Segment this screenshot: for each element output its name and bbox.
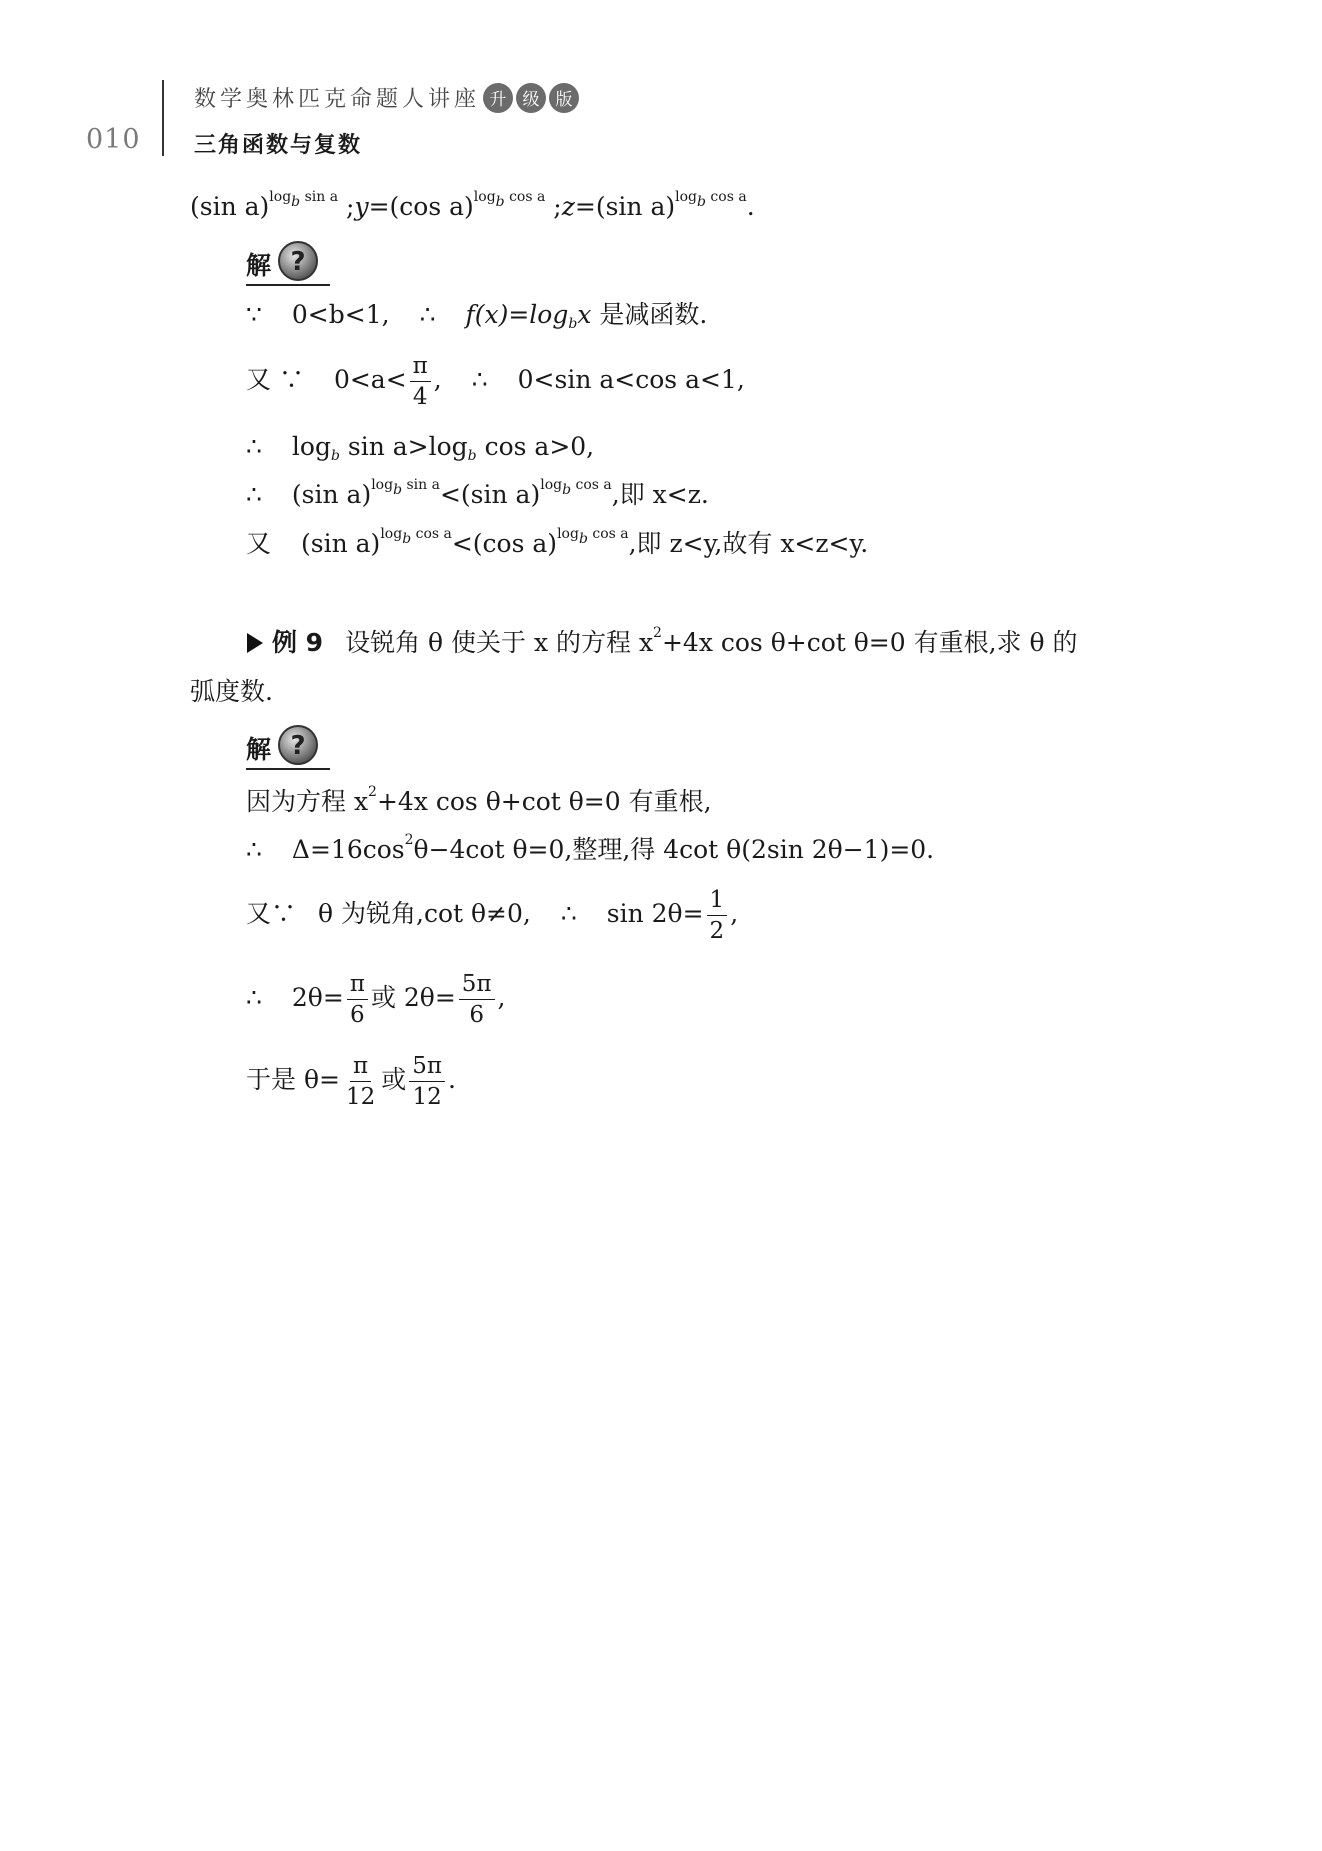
question-mark-circle-icon bbox=[277, 240, 319, 282]
series-title bbox=[194, 82, 579, 113]
svg-text:?: ? bbox=[290, 731, 306, 761]
sol1-line-4: ∴ (sin a)$^{log_b sin a}$<(sin a)$^{log_b cos a}$,即 x<z. bbox=[246, 477, 709, 509]
carryover-line: (sin a)$^{log_b sin a}$ ;y=(cos a)$^{log_b cos a}$ ;z=(sin a)$^{log_b cos a}$. bbox=[190, 189, 755, 221]
sol2-line-2: ∴ $\Delta=16\cos^2\theta-4\cot$ θ=0,整理,得 4cot θ(2sin 2θ−1)=0. bbox=[246, 832, 935, 864]
solution-heading-2 bbox=[246, 720, 330, 770]
svg-text:?: ? bbox=[290, 247, 306, 277]
sol2-line-3: 又∵ θ 为锐角,cot θ≠0, ∴ sin 2θ= $\frac{1}{2}$ , bbox=[246, 887, 739, 944]
fraction-5pi-over-6: $\frac{5\pi}{6}$ bbox=[459, 970, 495, 1029]
series-title-text: 数学奥林匹克命题人讲座 bbox=[194, 87, 481, 112]
triangle-right-icon bbox=[246, 632, 264, 654]
sol2-line-5: 于是 θ= $\frac{\pi}{12}$ 或 $\frac{5\pi}{12}$ . bbox=[246, 1053, 456, 1110]
example-9-statement-cont: 弧度数. bbox=[190, 677, 273, 706]
edition-badge-3: 版 bbox=[549, 83, 579, 113]
sol1-line-1: ∵ 0<b<1, ∴ $f(x)=\log_bx$ 是减函数. bbox=[246, 300, 708, 332]
solution-heading-1 bbox=[246, 236, 330, 286]
fraction-pi-over-6: $\frac{\pi}{6}$ bbox=[347, 970, 368, 1029]
edition-badge-2: 级 bbox=[516, 83, 546, 113]
sol1-line-3: ∴ $\log_b \sin a>\log_b$ cos a>0, bbox=[246, 432, 595, 464]
fraction-pi-over-4: $\frac{\pi}{4}$ bbox=[410, 352, 431, 411]
fraction-pi-over-12: $\frac{\pi}{12}$ bbox=[345, 1053, 376, 1110]
solution-label-2: 解 bbox=[246, 735, 272, 764]
page-number: 010 bbox=[86, 124, 141, 155]
question-mark-circle-icon bbox=[277, 724, 319, 766]
sol1-line-2: 又 ∵ 0<a< $\frac{\pi}{4}$ , ∴ 0<sin a<cos a<1, bbox=[246, 353, 745, 410]
edition-badge-1: 升 bbox=[483, 83, 513, 113]
sol1-line-5: 又 (sin a)$^{log_b cos a}$<(cos a)$^{log_b cos a}$,即 z<y,故有 x<z<y. bbox=[246, 526, 869, 558]
fraction-5pi-over-12: $\frac{5\pi}{12}$ bbox=[409, 1052, 445, 1111]
chapter-title: 三角函数与复数 bbox=[194, 133, 363, 158]
fraction-one-half: $\frac{1}{2}$ bbox=[707, 886, 728, 945]
example-9-statement: 例 9 设锐角 θ 使关于 x 的方程 $x^2+4x$ cos θ+cot θ=0 有重根,求 θ 的 bbox=[246, 628, 1077, 658]
solution-label: 解 bbox=[246, 251, 272, 280]
header-divider bbox=[162, 80, 164, 156]
sol2-line-1: 因为方程 $x^2+4x$ cos θ+cot θ=0 有重根, bbox=[246, 784, 712, 816]
example-label: 例 9 bbox=[271, 628, 324, 657]
sol2-line-4: ∴ 2θ= $\frac{\pi}{6}$ 或 2θ= $\frac{5\pi}{6}$ , bbox=[246, 971, 506, 1028]
